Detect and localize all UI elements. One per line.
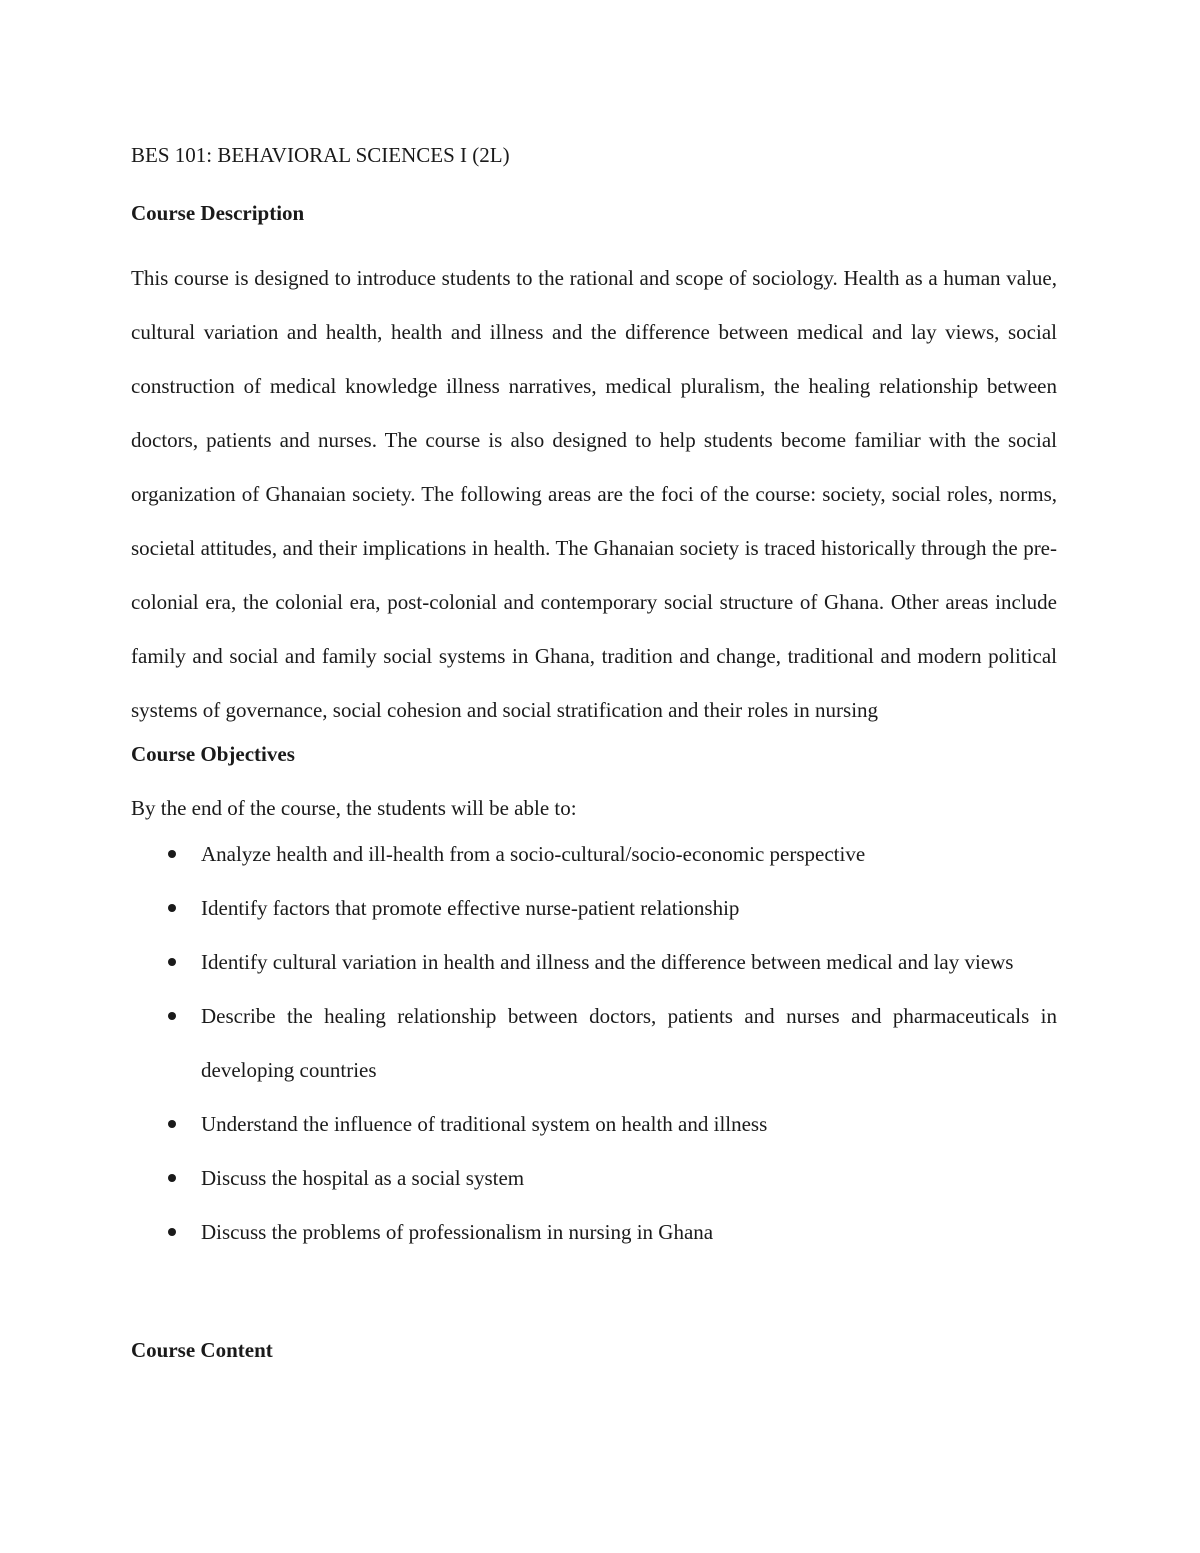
bullet-icon [168, 1120, 176, 1128]
objective-text: Discuss the problems of professionalism in nursing in Ghana [201, 1220, 714, 1244]
bullet-icon [168, 1174, 176, 1182]
objective-item [131, 989, 1057, 1097]
objective-text: Discuss the hospital as a social system [201, 1166, 525, 1190]
course-title: BES 101: BEHAVIORAL SCIENCES I (2L) [131, 143, 510, 167]
course-description-text: This course is designed to introduce students to the rational and scope of sociology. Health as a human value, cultural variation and health, health and illness and the difference between medical and lay views, social construction of medical knowledge illness narratives, medical pluralism, the healing relationship between doctors, patients and nurses. The course is also designed to help students become familiar with the social organization of Ghanaian society. The following areas are the foci of the course: society, social roles, norms, societal attitudes, and their implications in health. The Ghanaian society is traced historically through the pre-colonial era, the colonial era, post-colonial and contemporary social structure of Ghana. Other areas include family and social and family social systems in Ghana, tradition and change, traditional and modern political systems of governance, social cohesion and social stratification and their roles in nursing [131, 266, 1057, 722]
objective-item [131, 935, 1057, 989]
objective-text: Identify cultural variation in health and illness and the difference between medical and lay views [201, 950, 1014, 974]
objectives-intro: By the end of the course, the students will be able to: [131, 796, 577, 820]
objectives-list [131, 827, 1057, 1259]
bullet-icon [168, 1012, 176, 1020]
document-page [131, 138, 1057, 1367]
course-content-heading: Course Content [131, 1338, 273, 1362]
bullet-icon [168, 850, 176, 858]
course-objectives-heading: Course Objectives [131, 742, 295, 766]
objective-item [131, 827, 1057, 881]
objective-item [131, 1151, 1057, 1205]
objective-item [131, 1205, 1057, 1259]
bullet-icon [168, 1228, 176, 1236]
objective-item [131, 1097, 1057, 1151]
bullet-icon [168, 958, 176, 966]
course-description-heading: Course Description [131, 201, 305, 225]
objective-text: Analyze health and ill-health from a socio-cultural/socio-economic perspective [201, 842, 866, 866]
objective-text: Understand the influence of traditional system on health and illness [201, 1112, 768, 1136]
objective-text: Describe the healing relationship between doctors, patients and nurses and pharmaceuticals in developing countries [201, 1004, 1057, 1082]
objective-text: Identify factors that promote effective nurse-patient relationship [201, 896, 740, 920]
bullet-icon [168, 904, 176, 912]
objective-item [131, 881, 1057, 935]
